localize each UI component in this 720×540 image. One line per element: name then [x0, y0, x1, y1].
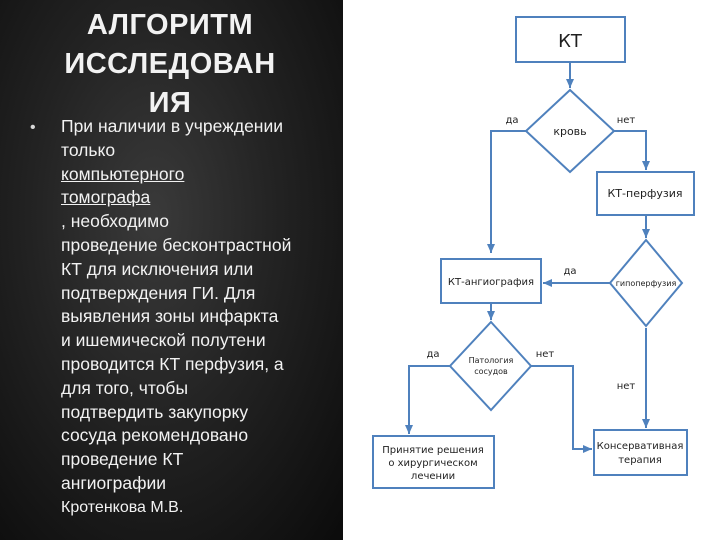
node-surgical-label-1: Принятие решения	[382, 445, 484, 456]
node-blood-label: кровь	[553, 125, 587, 138]
bullet-fragment: , необходимо	[61, 211, 169, 232]
edge-label-blood-no: нет	[616, 115, 636, 126]
bullet-fragment: только	[61, 139, 116, 160]
bullet-line: сосуда рекомендовано	[61, 425, 249, 446]
node-conservative-label-2: терапия	[618, 455, 662, 466]
node-ct-angiography-label: КТ-ангиография	[447, 277, 535, 288]
edge-label-hypo-yes: да	[563, 266, 577, 277]
title-line: ИССЛЕДОВАН	[64, 48, 276, 80]
connector-blood-no	[614, 131, 646, 170]
bullet-line: КТ для исключения или	[61, 258, 254, 279]
node-hypoperfusion-label: гипоперфузия	[615, 279, 677, 288]
bullet-marker: •	[30, 119, 36, 136]
underlined-term: компьютерного	[61, 163, 185, 184]
bullet-line	[61, 472, 341, 520]
edge-label-blood-yes: да	[505, 115, 519, 126]
bullet-line: проводится КТ перфузия, а	[61, 353, 284, 374]
connector-vessel-no	[531, 366, 592, 449]
node-vessel-pathology-label-1: Патология	[468, 356, 514, 365]
text-panel	[0, 0, 343, 540]
node-surgical-label-3: лечении	[410, 471, 456, 482]
bullet-line: проведение КТ	[61, 449, 184, 470]
flowchart-panel	[343, 0, 720, 540]
author-name: Кротенкова М.В.	[61, 498, 184, 516]
edge-label-vessel-no: нет	[535, 349, 555, 360]
flowchart-diagram	[343, 0, 720, 540]
bullet-line: и ишемической полутени	[61, 330, 266, 351]
bullet-fragment: ангиографии	[61, 472, 167, 493]
node-conservative-therapy	[594, 430, 687, 475]
bullet-line: проведение бесконтрастной	[61, 234, 292, 255]
bullet-line: выявления зоны инфаркта	[61, 306, 279, 327]
node-conservative-label-1: Консервативная	[596, 441, 684, 452]
bullet-line: При наличии в учреждении	[61, 116, 284, 136]
bullet-line: подтверждения ГИ. Для	[61, 282, 256, 303]
bullet-line	[61, 139, 341, 187]
underlined-term: томографа	[61, 187, 151, 208]
title-line: ИЯ	[148, 87, 192, 119]
node-ct-label: КТ	[558, 31, 582, 52]
node-vessel-pathology-label-2: сосудов	[474, 367, 508, 376]
bullet-paragraph	[61, 115, 341, 520]
title-line: АЛГОРИТМ	[86, 9, 254, 41]
edge-label-hypo-no: нет	[616, 381, 636, 392]
connector-vessel-yes	[409, 366, 450, 434]
bullet-line: подтвердить закупорку	[61, 401, 249, 422]
slide-title	[30, 6, 310, 123]
node-ct-perfusion-label: КТ-перфузия	[607, 187, 683, 200]
bullet-line: для того, чтобы	[61, 377, 189, 398]
bullet-line	[61, 186, 341, 234]
edge-label-vessel-yes: да	[426, 349, 440, 360]
connector-blood-yes	[491, 131, 526, 253]
node-surgical-label-2: о хирургическом	[388, 458, 478, 469]
node-vessel-pathology-decision	[450, 322, 531, 410]
